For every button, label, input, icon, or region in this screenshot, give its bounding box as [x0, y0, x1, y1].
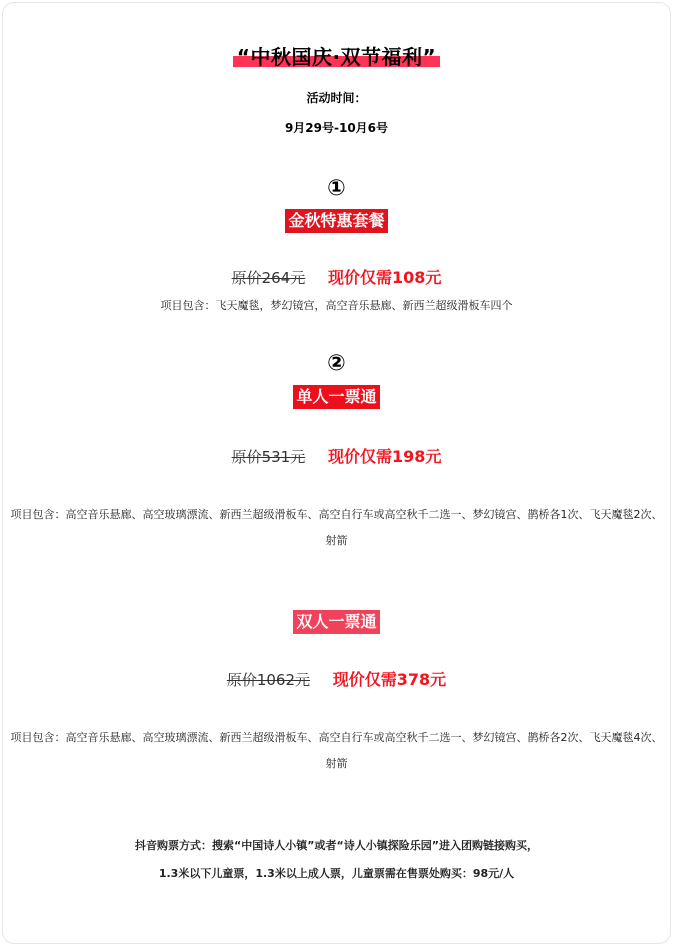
package-1-title-row: [0, 209, 673, 233]
package-1-current-price: 现价仅需108元: [328, 268, 442, 287]
title-block: [0, 44, 673, 70]
package-2-marker: ②: [327, 351, 346, 376]
package-2-price-row: [0, 446, 673, 468]
package-3-items: 项目包含：高空音乐悬廊、高空玻璃漂流、新西兰超级滑板车、高空自行车或高空秋千二选一、梦幻镜宫、鹊桥各2次、飞天魔毯4次、射箭: [10, 731, 663, 770]
package-3-name: 双人一票通: [293, 610, 379, 634]
package-2-name: 单人一票通: [293, 385, 379, 409]
page-title: [233, 44, 440, 70]
package-2-current-price: 现价仅需198元: [328, 447, 442, 466]
package-2-title-row: [0, 385, 673, 409]
ticket-pricing-note: 1.3米以下儿童票，1.3米以上成人票，儿童票需在售票处购买：98元/人: [158, 867, 515, 880]
purchase-instructions: 抖音购票方式：搜索“中国诗人小镇”或者“诗人小镇探险乐园”进入团购链接购买，: [135, 839, 538, 852]
content-card: [2, 2, 671, 944]
package-1-items: 项目包含：飞天魔毯，梦幻镜宫，高空音乐悬廊、新西兰超级滑板车四个: [160, 299, 513, 312]
package-3-current-price: 现价仅需378元: [332, 670, 447, 689]
activity-label: 活动时间：: [306, 91, 367, 105]
activity-dates: 9月29号-10月6号: [284, 121, 389, 135]
package-3-original-price: 原价1062元: [226, 671, 310, 689]
package-2-original-price: 原价531元: [231, 448, 306, 466]
package-1-price-row: [0, 267, 673, 289]
package-3-price-row: [0, 669, 673, 691]
package-1-original-price: 原价264元: [231, 269, 306, 287]
package-1-name: 金秋特惠套餐: [285, 209, 387, 233]
package-2-items: 项目包含：高空音乐悬廊、高空玻璃漂流、新西兰超级滑板车、高空自行车或高空秋千二选一、梦幻镜宫、鹊桥各1次、飞天魔毯2次、射箭: [10, 508, 663, 547]
page-title-text: “中秋国庆·双节福利”: [236, 45, 437, 69]
package-3-title-row: [0, 610, 673, 634]
package-1-marker: ①: [327, 176, 346, 201]
